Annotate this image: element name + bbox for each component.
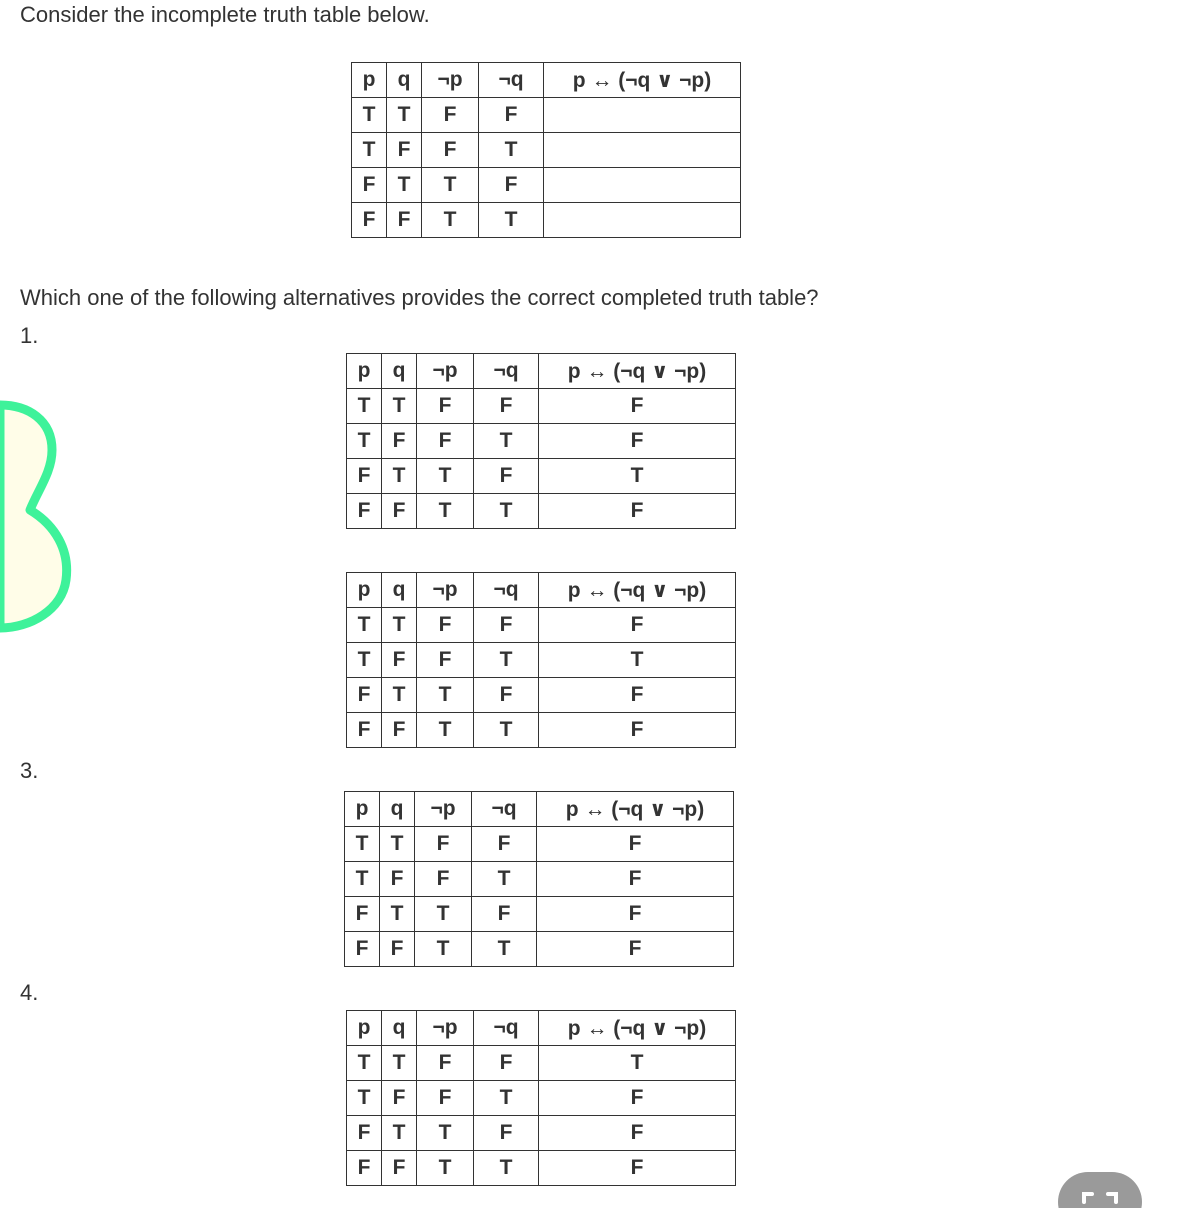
table-row	[347, 424, 736, 459]
header-not-p: ¬p	[417, 354, 474, 389]
cell: F	[382, 1151, 417, 1186]
option-1-label: 1.	[20, 323, 39, 348]
header-not-p: ¬p	[417, 1011, 474, 1046]
cell: T	[380, 827, 415, 862]
cell: T	[352, 98, 387, 133]
cell: F	[474, 678, 539, 713]
table-header-row	[352, 63, 741, 98]
cell: T	[474, 494, 539, 529]
table-row	[347, 459, 736, 494]
cell: F	[417, 1046, 474, 1081]
cell: T	[474, 424, 539, 459]
cell: T	[382, 459, 417, 494]
cloud-sticker-icon	[0, 400, 80, 635]
header-p: p	[347, 573, 382, 608]
result-cell: T	[539, 1046, 736, 1081]
cell: F	[417, 424, 474, 459]
cell: F	[382, 494, 417, 529]
table-row	[352, 203, 741, 238]
result-cell: F	[537, 862, 734, 897]
table-row	[347, 1116, 736, 1151]
cell: F	[382, 643, 417, 678]
result-cell: F	[539, 1081, 736, 1116]
cell: T	[347, 424, 382, 459]
cell: T	[479, 133, 544, 168]
cell: T	[417, 494, 474, 529]
result-cell: T	[539, 643, 736, 678]
table-row	[347, 494, 736, 529]
empty-result-cell	[544, 168, 741, 203]
option-3-label: 3.	[20, 758, 39, 783]
cell: F	[347, 1116, 382, 1151]
header-q: q	[382, 573, 417, 608]
table-row	[345, 897, 734, 932]
result-cell: F	[539, 713, 736, 748]
cell: F	[382, 713, 417, 748]
cell: F	[474, 459, 539, 494]
header-p: p	[345, 792, 380, 827]
header-p: p	[347, 1011, 382, 1046]
cell: T	[479, 203, 544, 238]
cell: F	[352, 203, 387, 238]
cell: T	[347, 608, 382, 643]
header-not-p: ¬p	[415, 792, 472, 827]
result-cell: F	[537, 897, 734, 932]
cell: F	[347, 459, 382, 494]
cell: T	[417, 1116, 474, 1151]
cell: T	[474, 1081, 539, 1116]
cell: F	[345, 932, 380, 967]
cell: F	[345, 897, 380, 932]
cell: T	[345, 862, 380, 897]
table-row	[352, 98, 741, 133]
table-row	[345, 827, 734, 862]
cell: F	[417, 643, 474, 678]
header-q: q	[382, 354, 417, 389]
cell: F	[474, 389, 539, 424]
table-row	[347, 389, 736, 424]
result-cell: F	[539, 494, 736, 529]
cell: T	[474, 1151, 539, 1186]
table-row	[347, 643, 736, 678]
cell: T	[347, 1081, 382, 1116]
table-header-row	[347, 1011, 736, 1046]
header-not-p: ¬p	[417, 573, 474, 608]
cell: F	[472, 897, 537, 932]
cell: F	[380, 932, 415, 967]
cell: F	[387, 133, 422, 168]
empty-result-cell	[544, 98, 741, 133]
cell: F	[474, 1046, 539, 1081]
option-1-table	[346, 353, 736, 529]
option-3-table	[344, 791, 734, 967]
cell: F	[417, 389, 474, 424]
cell: F	[382, 424, 417, 459]
cell: T	[422, 168, 479, 203]
incomplete-truth-table	[351, 62, 741, 238]
cell: F	[474, 1116, 539, 1151]
header-not-q: ¬q	[474, 573, 539, 608]
table-row	[347, 1046, 736, 1081]
empty-result-cell	[544, 133, 741, 168]
scan-corner-icon[interactable]	[1058, 1172, 1142, 1208]
cell: F	[387, 203, 422, 238]
cell: T	[387, 168, 422, 203]
cell: F	[415, 862, 472, 897]
result-cell: F	[539, 389, 736, 424]
cell: T	[417, 678, 474, 713]
header-not-q: ¬q	[474, 1011, 539, 1046]
cell: T	[417, 1151, 474, 1186]
cell: T	[472, 862, 537, 897]
cell: T	[347, 643, 382, 678]
question-text: Which one of the following alternatives provides the correct completed truth table?	[20, 285, 819, 310]
result-cell: F	[539, 424, 736, 459]
option-4-table	[346, 1010, 736, 1186]
cell: T	[415, 897, 472, 932]
header-formula: p ↔ (¬q ∨ ¬p)	[539, 1011, 736, 1046]
table-header-row	[347, 573, 736, 608]
cell: T	[417, 459, 474, 494]
cell: T	[417, 713, 474, 748]
header-q: q	[380, 792, 415, 827]
result-cell: F	[537, 932, 734, 967]
cell: T	[347, 1046, 382, 1081]
header-p: p	[352, 63, 387, 98]
result-cell: T	[539, 459, 736, 494]
header-formula: p ↔ (¬q ∨ ¬p)	[544, 63, 741, 98]
header-formula: p ↔ (¬q ∨ ¬p)	[537, 792, 734, 827]
cell: F	[479, 98, 544, 133]
cell: F	[352, 168, 387, 203]
cell: T	[472, 932, 537, 967]
cell: T	[474, 713, 539, 748]
cell: F	[380, 862, 415, 897]
header-q: q	[387, 63, 422, 98]
option-2-table	[346, 572, 736, 748]
cell: F	[347, 678, 382, 713]
result-cell: F	[539, 608, 736, 643]
cell: F	[347, 1151, 382, 1186]
cell: F	[422, 98, 479, 133]
table-header-row	[345, 792, 734, 827]
header-formula: p ↔ (¬q ∨ ¬p)	[539, 573, 736, 608]
table-row	[347, 608, 736, 643]
table-row	[352, 133, 741, 168]
table-row	[347, 1151, 736, 1186]
table-row	[347, 713, 736, 748]
cell: T	[382, 1116, 417, 1151]
cell: F	[347, 713, 382, 748]
cell: T	[347, 389, 382, 424]
cell: F	[417, 1081, 474, 1116]
cell: T	[474, 643, 539, 678]
cell: F	[347, 494, 382, 529]
cell: F	[479, 168, 544, 203]
cell: F	[422, 133, 479, 168]
result-cell: F	[539, 1151, 736, 1186]
cell: T	[382, 608, 417, 643]
cell: T	[422, 203, 479, 238]
option-4-label: 4.	[20, 980, 39, 1005]
cell: T	[380, 897, 415, 932]
header-not-p: ¬p	[422, 63, 479, 98]
cell: T	[415, 932, 472, 967]
cell: F	[382, 1081, 417, 1116]
header-not-q: ¬q	[479, 63, 544, 98]
intro-text: Consider the incomplete truth table below.	[20, 2, 430, 27]
header-q: q	[382, 1011, 417, 1046]
cell: F	[472, 827, 537, 862]
header-not-q: ¬q	[474, 354, 539, 389]
cell: T	[352, 133, 387, 168]
table-row	[345, 862, 734, 897]
header-not-q: ¬q	[472, 792, 537, 827]
table-row	[345, 932, 734, 967]
cell: T	[382, 389, 417, 424]
cell: F	[417, 608, 474, 643]
cell: F	[415, 827, 472, 862]
cell: T	[382, 678, 417, 713]
result-cell: F	[539, 678, 736, 713]
cell: F	[474, 608, 539, 643]
empty-result-cell	[544, 203, 741, 238]
header-formula: p ↔ (¬q ∨ ¬p)	[539, 354, 736, 389]
table-row	[347, 1081, 736, 1116]
result-cell: F	[537, 827, 734, 862]
cell: T	[387, 98, 422, 133]
result-cell: F	[539, 1116, 736, 1151]
table-row	[352, 168, 741, 203]
cell: T	[345, 827, 380, 862]
header-p: p	[347, 354, 382, 389]
table-row	[347, 678, 736, 713]
cell: T	[382, 1046, 417, 1081]
table-header-row	[347, 354, 736, 389]
